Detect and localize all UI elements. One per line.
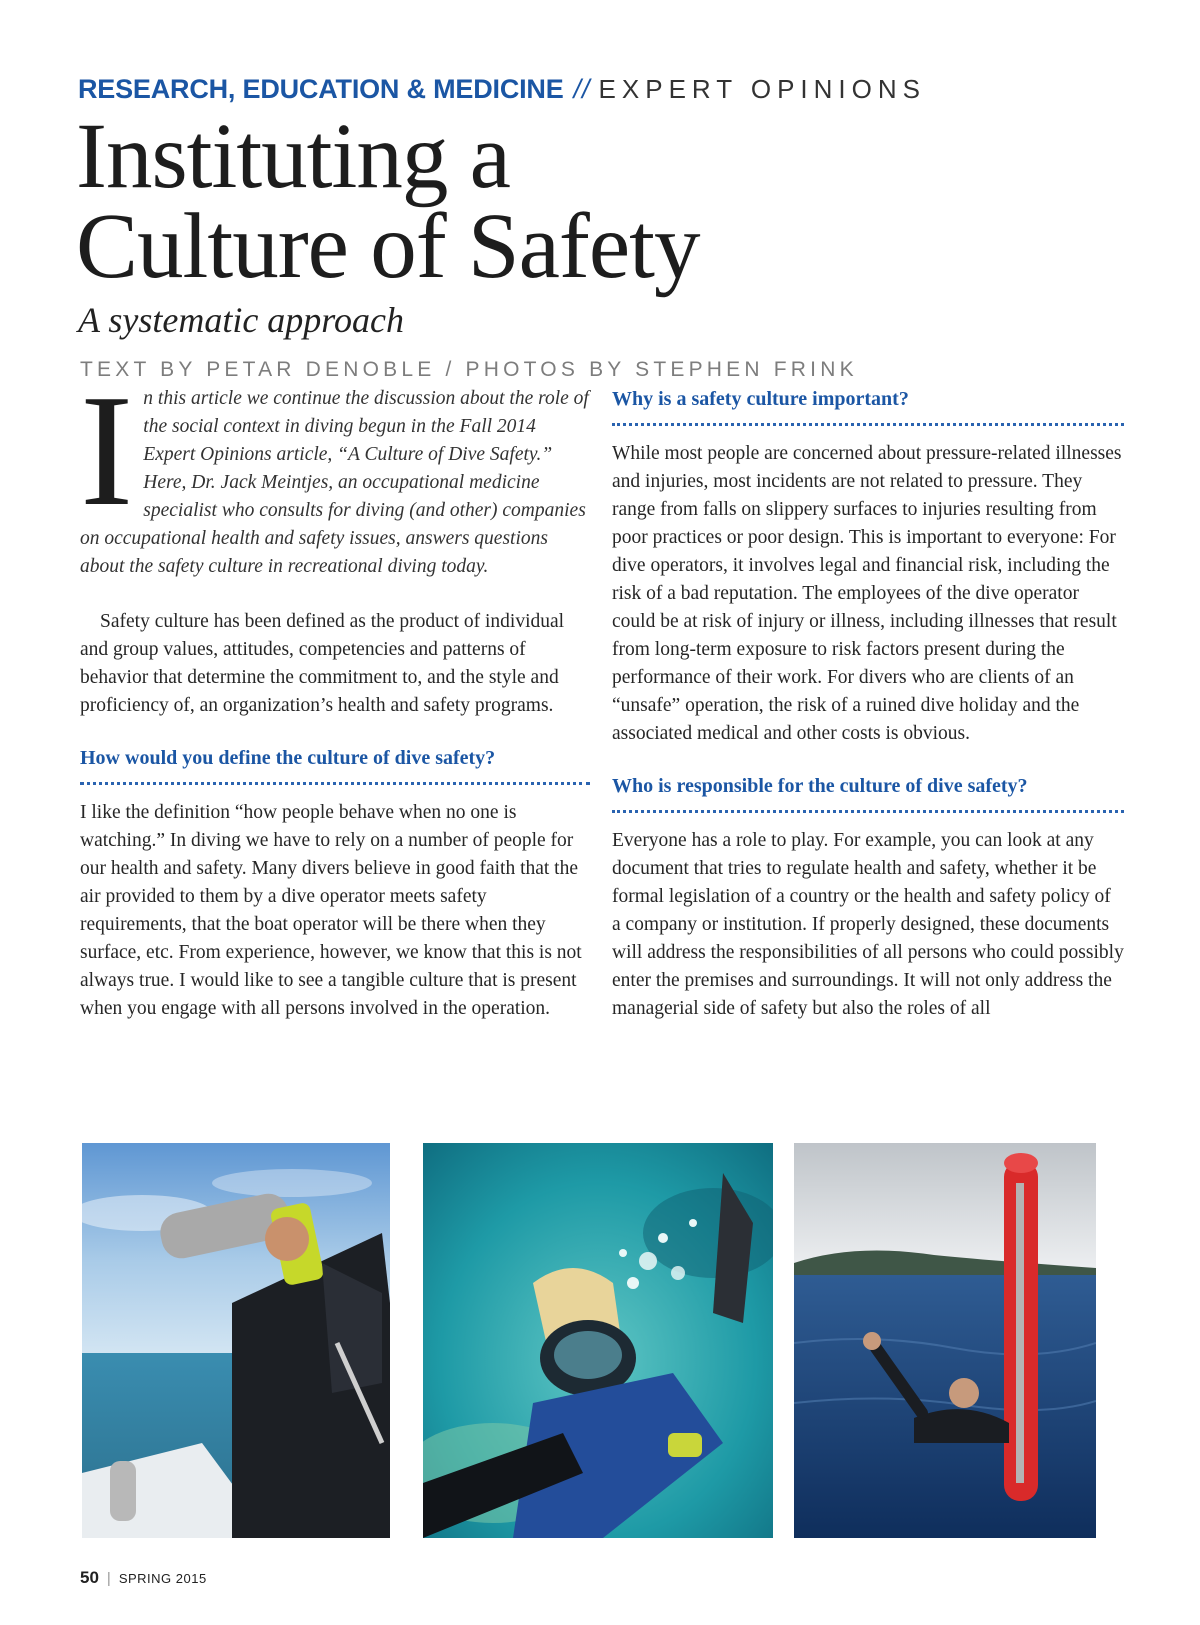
section-separator: // (573, 74, 591, 104)
photo-surface-marker-buoy (794, 1143, 1096, 1538)
footer-separator: | (106, 1570, 111, 1587)
question-heading-1: How would you define the culture of dive safety? (80, 744, 590, 785)
page-number: 50 (80, 1568, 99, 1587)
answer-paragraph-3: Everyone has a role to play. For example, you can look at any document that tries to regulate health and safety, whether it be formal legislation of a country or the health and safety policy of a company or institution. If properly designed, these documents will address the responsibilities of all persons who could possibly enter the premises and surroundings. It will not only address the managerial side of safety but also the roles of all (612, 830, 1124, 1019)
question-heading-3: Who is responsible for the culture of dive safety? (612, 772, 1124, 813)
photo-diver-with-tank-image (82, 1143, 390, 1538)
article-subtitle: A systematic approach (78, 300, 404, 340)
article-title (76, 105, 1176, 298)
photo-underwater-diver (423, 1143, 773, 1538)
photo-underwater-diver-image (423, 1143, 773, 1538)
intro-text: n this article we continue the discussion about the role of the social context in diving begun in the Fall 2014 Expert Opinions article, “A Culture of Dive Safety.” Here, Dr. Jack Meintjes, an occupational medicine specialist who consults for diving (and other) companies on occupational health and safety issues, answers questions about the safety culture in recreational diving today. (80, 388, 589, 577)
section-name: RESEARCH, EDUCATION & MEDICINE (78, 74, 564, 104)
question-heading-2: Why is a safety culture important? (612, 385, 1124, 426)
title-line-1: Instituting a (76, 105, 510, 208)
byline: TEXT BY PETAR DENOBLE / PHOTOS BY STEPHEN FRINK (80, 358, 858, 381)
photo-diver-with-tank (82, 1143, 390, 1538)
subsection-name: EXPERT OPINIONS (598, 74, 926, 104)
drop-cap: I (80, 361, 134, 539)
answer-paragraph-1: I like the definition “how people behave when no one is watching.” In diving we have to rely on a number of people for our health and safety. Many divers believe in good faith that the air provided to them by a dive operator meets safety requirements, that the boat operator will be there when they surface, etc. From experience, however, we know that this is not always true. I would like to see a tangible culture that is present when you engage with all persons involved in the operation. (80, 802, 582, 1019)
issue-label: SPRING 2015 (118, 1571, 207, 1586)
photo-surface-marker-buoy-image (794, 1143, 1096, 1538)
section-header (78, 70, 1158, 108)
page-footer (80, 1568, 207, 1588)
definition-paragraph: Safety culture has been defined as the product of individual and group values, attitudes, competencies and patterns of behavior that determine the commitment to, and the style and proficiency of, an organization’s health and safety programs. (80, 611, 565, 716)
answer-paragraph-2: While most people are concerned about pressure-related illnesses and injuries, most incidents are not related to pressure. They range from falls on slippery surfaces to injuries resulting from poor practices or poor design. This is important to everyone: For dive operators, it involves legal and financial risk, including the risk of a bad reputation. The employees of the dive operator could be at risk of injury or illness, including illnesses that result from long-term exposure to risk factors present during the performance of their work. For divers who are clients of an “unsafe” operation, the risk of a ruined dive holiday and the associated medical and other costs is obvious. (612, 443, 1122, 744)
title-line-2: Culture of Safety (76, 195, 700, 298)
right-column (612, 385, 1124, 1023)
